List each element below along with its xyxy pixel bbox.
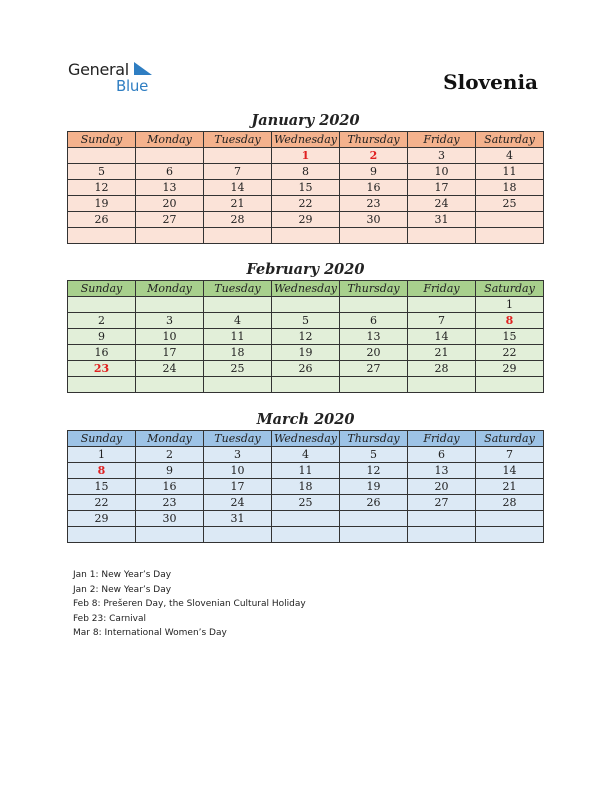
- day-cell: 30: [340, 212, 408, 228]
- day-cell: 18: [204, 345, 272, 361]
- month-march: [67, 410, 544, 543]
- day-cell: 9: [68, 329, 136, 345]
- day-cell: 10: [136, 329, 204, 345]
- day-cell: 14: [204, 180, 272, 196]
- weekday-header-sunday: Sunday: [68, 431, 136, 447]
- weekday-header-saturday: Saturday: [476, 132, 544, 148]
- day-cell: 18: [476, 180, 544, 196]
- calendar-table: [67, 280, 544, 393]
- empty-day-cell: [476, 377, 544, 393]
- empty-day-cell: [204, 377, 272, 393]
- empty-day-cell: [136, 228, 204, 244]
- day-cell: 6: [340, 313, 408, 329]
- empty-day-cell: [272, 511, 340, 527]
- day-cell: 16: [68, 345, 136, 361]
- day-cell: 13: [408, 463, 476, 479]
- weekday-header-monday: Monday: [136, 132, 204, 148]
- empty-day-cell: [68, 297, 136, 313]
- day-cell: 11: [272, 463, 340, 479]
- day-cell: 23: [340, 196, 408, 212]
- day-cell: 12: [272, 329, 340, 345]
- week-row: [68, 447, 544, 463]
- empty-day-cell: [68, 228, 136, 244]
- calendar-body: [68, 447, 544, 543]
- day-cell: 22: [68, 495, 136, 511]
- weekday-header-thursday: Thursday: [340, 132, 408, 148]
- weekday-header-monday: Monday: [136, 281, 204, 297]
- day-cell: 23: [68, 361, 136, 377]
- week-row: [68, 180, 544, 196]
- day-cell: 28: [408, 361, 476, 377]
- empty-day-cell: [476, 527, 544, 543]
- day-cell: 6: [408, 447, 476, 463]
- weekday-header-row: [68, 281, 544, 297]
- day-cell: 1: [272, 148, 340, 164]
- holiday-note: Jan 2: New Year’s Day: [73, 584, 172, 595]
- day-cell: 4: [204, 313, 272, 329]
- empty-day-cell: [204, 228, 272, 244]
- week-row: [68, 228, 544, 244]
- weekday-header-wednesday: Wednesday: [272, 431, 340, 447]
- day-cell: 29: [272, 212, 340, 228]
- week-row: [68, 297, 544, 313]
- calendar-table: [67, 131, 544, 244]
- day-cell: 4: [476, 148, 544, 164]
- day-cell: 12: [68, 180, 136, 196]
- weekday-header-row: [68, 132, 544, 148]
- day-cell: 7: [204, 164, 272, 180]
- day-cell: 21: [476, 479, 544, 495]
- weekday-header-friday: Friday: [408, 281, 476, 297]
- month-title: January 2020: [251, 112, 360, 129]
- week-row: [68, 196, 544, 212]
- empty-day-cell: [68, 148, 136, 164]
- day-cell: 18: [272, 479, 340, 495]
- day-cell: 20: [408, 479, 476, 495]
- day-cell: 23: [136, 495, 204, 511]
- week-row: [68, 148, 544, 164]
- week-row: [68, 479, 544, 495]
- day-cell: 17: [408, 180, 476, 196]
- day-cell: 8: [68, 463, 136, 479]
- day-cell: 17: [136, 345, 204, 361]
- week-row: [68, 164, 544, 180]
- day-cell: 22: [476, 345, 544, 361]
- weekday-header-sunday: Sunday: [68, 281, 136, 297]
- week-row: [68, 463, 544, 479]
- day-cell: 20: [136, 196, 204, 212]
- day-cell: 13: [136, 180, 204, 196]
- logo-word-general: General: [68, 60, 129, 79]
- day-cell: 9: [340, 164, 408, 180]
- day-cell: 14: [476, 463, 544, 479]
- weekday-header-tuesday: Tuesday: [204, 431, 272, 447]
- weekday-header-thursday: Thursday: [340, 431, 408, 447]
- week-row: [68, 345, 544, 361]
- day-cell: 17: [204, 479, 272, 495]
- day-cell: 9: [136, 463, 204, 479]
- empty-day-cell: [340, 297, 408, 313]
- day-cell: 1: [68, 447, 136, 463]
- empty-day-cell: [204, 527, 272, 543]
- week-row: [68, 511, 544, 527]
- day-cell: 29: [476, 361, 544, 377]
- day-cell: 10: [408, 164, 476, 180]
- day-cell: 27: [340, 361, 408, 377]
- day-cell: 25: [204, 361, 272, 377]
- week-row: [68, 527, 544, 543]
- empty-day-cell: [408, 377, 476, 393]
- empty-day-cell: [272, 228, 340, 244]
- day-cell: 30: [136, 511, 204, 527]
- week-row: [68, 361, 544, 377]
- day-cell: 31: [204, 511, 272, 527]
- generalblue-logo: [68, 60, 168, 96]
- country-title: Slovenia: [443, 70, 538, 94]
- week-row: [68, 313, 544, 329]
- empty-day-cell: [476, 228, 544, 244]
- holiday-note: Feb 8: Prešeren Day, the Slovenian Cultural Holiday: [73, 599, 306, 609]
- weekday-header-tuesday: Tuesday: [204, 132, 272, 148]
- day-cell: 16: [136, 479, 204, 495]
- empty-day-cell: [136, 297, 204, 313]
- holiday-note: Feb 23: Carnival: [73, 613, 147, 624]
- weekday-header-sunday: Sunday: [68, 132, 136, 148]
- empty-day-cell: [408, 511, 476, 527]
- holiday-note: Jan 1: New Year’s Day: [73, 570, 172, 580]
- empty-day-cell: [476, 212, 544, 228]
- week-row: [68, 495, 544, 511]
- empty-day-cell: [408, 228, 476, 244]
- day-cell: 26: [272, 361, 340, 377]
- day-cell: 21: [204, 196, 272, 212]
- day-cell: 7: [476, 447, 544, 463]
- day-cell: 5: [68, 164, 136, 180]
- empty-day-cell: [408, 297, 476, 313]
- day-cell: 11: [204, 329, 272, 345]
- day-cell: 1: [476, 297, 544, 313]
- day-cell: 25: [476, 196, 544, 212]
- day-cell: 19: [68, 196, 136, 212]
- day-cell: 21: [408, 345, 476, 361]
- calendar-body: [68, 148, 544, 244]
- weekday-header-wednesday: Wednesday: [272, 132, 340, 148]
- day-cell: 22: [272, 196, 340, 212]
- weekday-header-saturday: Saturday: [476, 281, 544, 297]
- day-cell: 15: [272, 180, 340, 196]
- empty-day-cell: [272, 527, 340, 543]
- empty-day-cell: [136, 377, 204, 393]
- day-cell: 4: [272, 447, 340, 463]
- weekday-header-friday: Friday: [408, 431, 476, 447]
- day-cell: 29: [68, 511, 136, 527]
- day-cell: 26: [340, 495, 408, 511]
- day-cell: 15: [476, 329, 544, 345]
- holiday-notes: [73, 568, 306, 641]
- day-cell: 27: [136, 212, 204, 228]
- day-cell: 24: [408, 196, 476, 212]
- day-cell: 2: [340, 148, 408, 164]
- day-cell: 3: [204, 447, 272, 463]
- empty-day-cell: [204, 297, 272, 313]
- day-cell: 24: [136, 361, 204, 377]
- week-row: [68, 329, 544, 345]
- day-cell: 13: [340, 329, 408, 345]
- day-cell: 28: [204, 212, 272, 228]
- weekday-header-row: [68, 431, 544, 447]
- month-title: March 2020: [256, 411, 355, 428]
- day-cell: 24: [204, 495, 272, 511]
- empty-day-cell: [136, 527, 204, 543]
- weekday-header-saturday: Saturday: [476, 431, 544, 447]
- day-cell: 27: [408, 495, 476, 511]
- day-cell: 5: [272, 313, 340, 329]
- calendar-body: [68, 297, 544, 393]
- empty-day-cell: [272, 377, 340, 393]
- day-cell: 6: [136, 164, 204, 180]
- weekday-header-monday: Monday: [136, 431, 204, 447]
- weekday-header-thursday: Thursday: [340, 281, 408, 297]
- empty-day-cell: [476, 511, 544, 527]
- month-february: [67, 260, 544, 393]
- day-cell: 10: [204, 463, 272, 479]
- day-cell: 11: [476, 164, 544, 180]
- day-cell: 15: [68, 479, 136, 495]
- empty-day-cell: [68, 377, 136, 393]
- empty-day-cell: [204, 148, 272, 164]
- day-cell: 8: [476, 313, 544, 329]
- day-cell: 25: [272, 495, 340, 511]
- empty-day-cell: [340, 527, 408, 543]
- weekday-header-tuesday: Tuesday: [204, 281, 272, 297]
- day-cell: 26: [68, 212, 136, 228]
- empty-day-cell: [136, 148, 204, 164]
- week-row: [68, 377, 544, 393]
- day-cell: 28: [476, 495, 544, 511]
- day-cell: 2: [136, 447, 204, 463]
- day-cell: 12: [340, 463, 408, 479]
- logo-triangle-icon: [134, 62, 152, 75]
- month-january: [67, 111, 544, 244]
- weekday-header-friday: Friday: [408, 132, 476, 148]
- day-cell: 7: [408, 313, 476, 329]
- day-cell: 19: [272, 345, 340, 361]
- day-cell: 20: [340, 345, 408, 361]
- empty-day-cell: [340, 228, 408, 244]
- weekday-header-wednesday: Wednesday: [272, 281, 340, 297]
- day-cell: 19: [340, 479, 408, 495]
- empty-day-cell: [408, 527, 476, 543]
- day-cell: 8: [272, 164, 340, 180]
- holiday-note: Mar 8: International Women’s Day: [73, 628, 227, 638]
- day-cell: 14: [408, 329, 476, 345]
- day-cell: 16: [340, 180, 408, 196]
- empty-day-cell: [272, 297, 340, 313]
- week-row: [68, 212, 544, 228]
- month-title: February 2020: [246, 261, 365, 278]
- day-cell: 3: [136, 313, 204, 329]
- empty-day-cell: [340, 511, 408, 527]
- day-cell: 31: [408, 212, 476, 228]
- day-cell: 5: [340, 447, 408, 463]
- empty-day-cell: [340, 377, 408, 393]
- logo-word-blue: Blue: [116, 77, 148, 95]
- day-cell: 2: [68, 313, 136, 329]
- calendar-table: [67, 430, 544, 543]
- day-cell: 3: [408, 148, 476, 164]
- empty-day-cell: [68, 527, 136, 543]
